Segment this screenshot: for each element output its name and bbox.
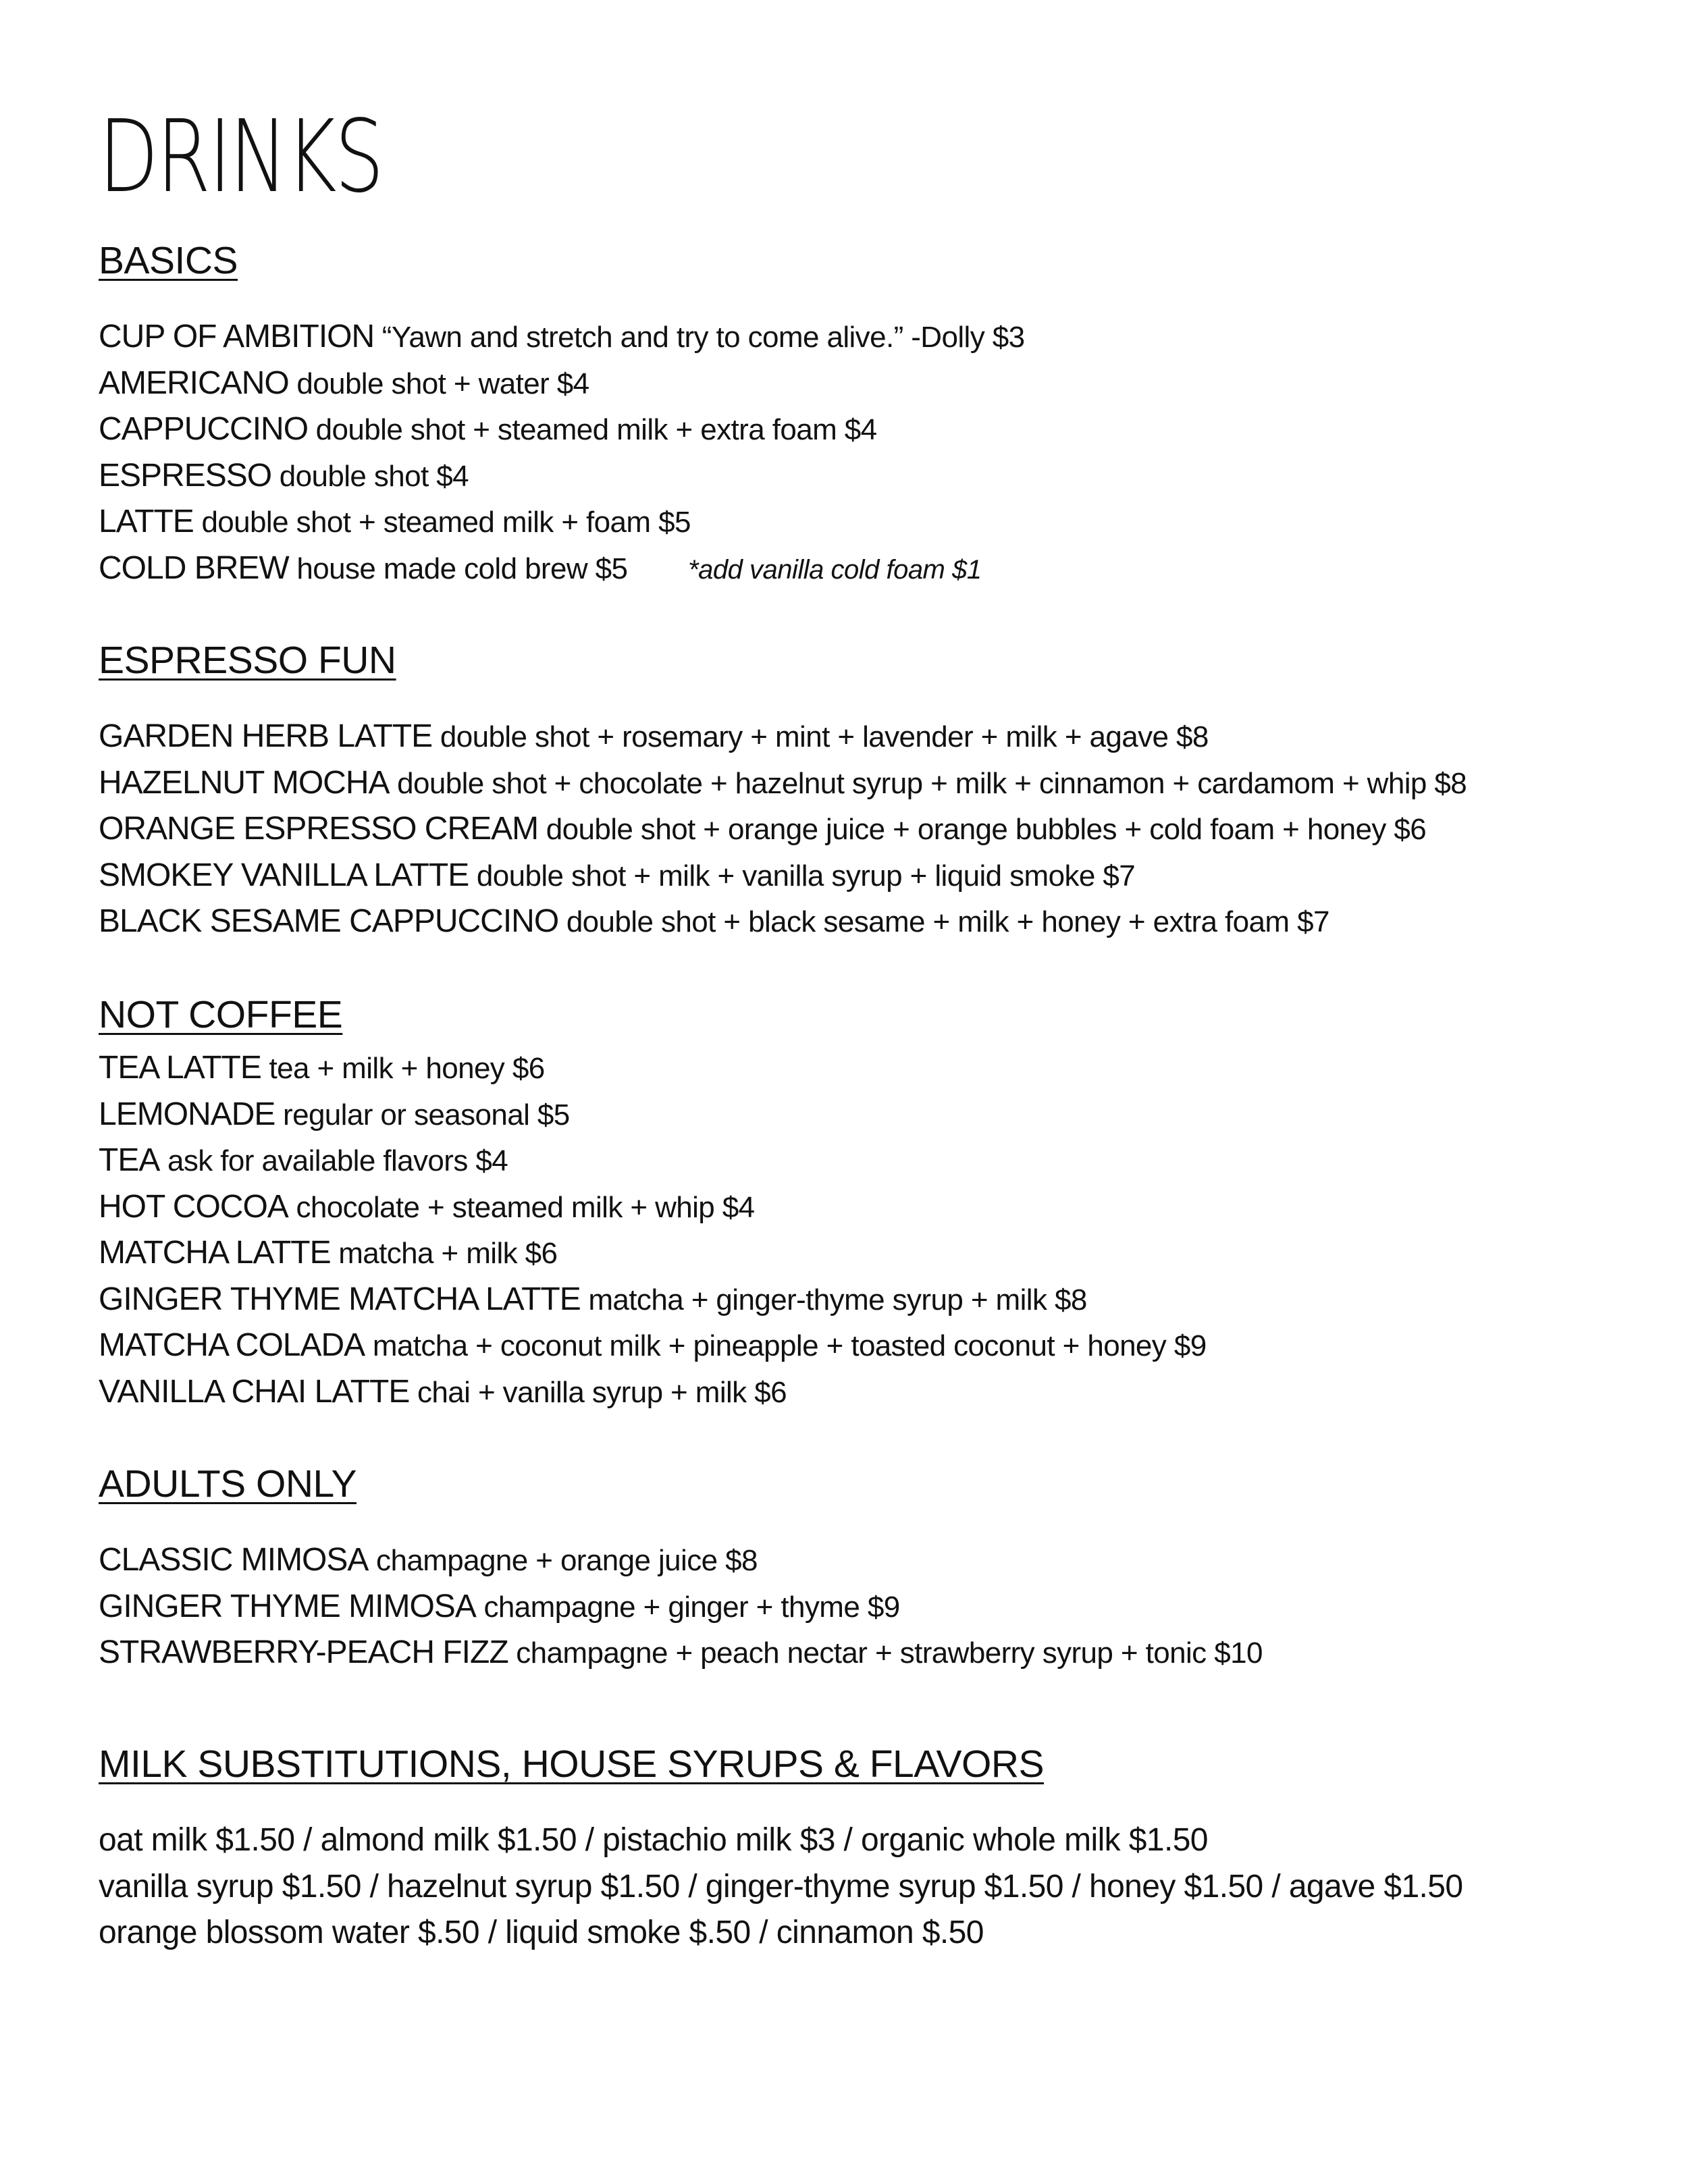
item-name: ORANGE ESPRESSO CREAM <box>99 811 539 847</box>
item-description: tea + milk + honey $6 <box>269 1052 545 1085</box>
item-name: COLD BREW <box>99 550 289 586</box>
item-description: regular or seasonal $5 <box>283 1098 570 1131</box>
menu-item <box>99 1092 1638 1138</box>
item-name: LATTE <box>99 504 194 539</box>
item-description: double shot + water $4 <box>296 367 589 400</box>
item-description: double shot + chocolate + hazelnut syrup + milk + cinnamon + cardamom + whip $8 <box>397 766 1467 800</box>
item-name: CAPPUCCINO <box>99 411 309 447</box>
menu-item <box>99 1584 1638 1630</box>
item-description: matcha + ginger-thyme syrup + milk $8 <box>588 1283 1087 1316</box>
item-description: chocolate + steamed milk + whip $4 <box>296 1190 755 1224</box>
extras-line-syrups: vanilla syrup $1.50 / hazelnut syrup $1.50 / ginger-thyme syrup $1.50 / honey $1.50 / agave $1.50 <box>99 1868 1463 1905</box>
menu-item <box>99 899 1638 945</box>
section-heading-basics: BASICS <box>99 239 238 282</box>
item-description: “Yawn and stretch and try to come alive.” -Dolly $3 <box>381 321 1025 354</box>
item-description: ask for available flavors $4 <box>167 1144 508 1177</box>
menu-item <box>99 1184 1638 1231</box>
menu-list-not-coffee <box>99 1045 1638 1415</box>
section-espresso-fun <box>99 641 1638 945</box>
menu-item <box>99 1630 1638 1676</box>
menu-item <box>99 361 1638 407</box>
item-name: GINGER THYME MIMOSA <box>99 1588 476 1624</box>
item-name: MATCHA LATTE <box>99 1235 331 1271</box>
item-description: matcha + milk $6 <box>338 1237 558 1270</box>
item-name: GINGER THYME MATCHA LATTE <box>99 1281 581 1317</box>
item-name: TEA LATTE <box>99 1050 261 1086</box>
item-name: MATCHA COLADA <box>99 1327 365 1363</box>
page-title: DRINKS <box>99 99 382 215</box>
section-extras <box>99 1742 1638 1956</box>
menu-list-adults-only <box>99 1537 1638 1676</box>
item-name: VANILLA CHAI LATTE <box>99 1373 410 1410</box>
item-description: double shot + steamed milk + foam $5 <box>201 506 691 539</box>
menu-item <box>99 714 1638 760</box>
item-name: GARDEN HERB LATTE <box>99 718 433 754</box>
item-description: double shot + steamed milk + extra foam $4 <box>315 413 877 446</box>
item-description: house made cold brew $5 <box>296 552 628 585</box>
section-heading-espresso-fun: ESPRESSO FUN <box>99 639 396 682</box>
item-description: double shot + black sesame + milk + honey + extra foam $7 <box>566 905 1329 938</box>
item-name: STRAWBERRY-PEACH FIZZ <box>99 1634 508 1670</box>
item-name: BLACK SESAME CAPPUCCINO <box>99 903 559 939</box>
extras-line-flavors: orange blossom water $.50 / liquid smoke $.50 / cinnamon $.50 <box>99 1915 984 1950</box>
item-description: champagne + peach nectar + strawberry syrup + tonic $10 <box>516 1636 1263 1670</box>
menu-list-espresso-fun <box>99 714 1638 945</box>
section-adults-only <box>99 1462 1638 1676</box>
menu-item <box>99 853 1638 899</box>
extras-list <box>99 1817 1638 1956</box>
section-not-coffee <box>99 993 1638 1415</box>
section-heading-not-coffee: NOT COFFEE <box>99 993 343 1036</box>
menu-item <box>99 1045 1638 1092</box>
item-name: AMERICANO <box>99 365 289 401</box>
item-name: ESPRESSO <box>99 457 272 494</box>
item-description: double shot + milk + vanilla syrup + liquid smoke $7 <box>476 859 1136 893</box>
menu-item <box>99 760 1638 807</box>
section-heading-adults-only: ADULTS ONLY <box>99 1462 357 1506</box>
item-description: chai + vanilla syrup + milk $6 <box>417 1375 787 1409</box>
menu-item <box>99 1369 1638 1416</box>
menu-item <box>99 1537 1638 1584</box>
item-description: champagne + ginger + thyme $9 <box>483 1590 900 1624</box>
menu-item <box>99 1138 1638 1184</box>
section-basics <box>99 239 1638 591</box>
item-description: double shot + rosemary + mint + lavender + milk + agave $8 <box>440 720 1209 753</box>
item-name: HAZELNUT MOCHA <box>99 764 390 801</box>
menu-item <box>99 453 1638 500</box>
extras-line-milks: oat milk $1.50 / almond milk $1.50 / pistachio milk $3 / organic whole milk $1.50 <box>99 1822 1208 1858</box>
item-description: double shot + orange juice + orange bubbles + cold foam + honey $6 <box>546 813 1427 846</box>
menu-item <box>99 1323 1638 1369</box>
menu-item <box>99 806 1638 853</box>
item-name: CLASSIC MIMOSA <box>99 1542 369 1578</box>
item-note: *add vanilla cold foam $1 <box>688 554 982 585</box>
item-name: TEA <box>99 1142 160 1178</box>
item-name: SMOKEY VANILLA LATTE <box>99 857 469 893</box>
menu-item <box>99 1230 1638 1277</box>
section-heading-extras: MILK SUBSTITUTIONS, HOUSE SYRUPS & FLAVORS <box>99 1742 1045 1786</box>
item-name: HOT COCOA <box>99 1188 288 1225</box>
item-name: LEMONADE <box>99 1096 275 1132</box>
menu-item <box>99 499 1638 545</box>
menu-item <box>99 1277 1638 1323</box>
menu-item <box>99 314 1638 361</box>
menu-item <box>99 545 1638 592</box>
item-description: matcha + coconut milk + pineapple + toasted coconut + honey $9 <box>372 1329 1207 1362</box>
item-name: CUP OF AMBITION <box>99 319 375 354</box>
menu-item <box>99 406 1638 453</box>
item-description: double shot $4 <box>279 459 469 493</box>
menu-list-basics <box>99 314 1638 591</box>
item-description: champagne + orange juice $8 <box>376 1544 758 1577</box>
